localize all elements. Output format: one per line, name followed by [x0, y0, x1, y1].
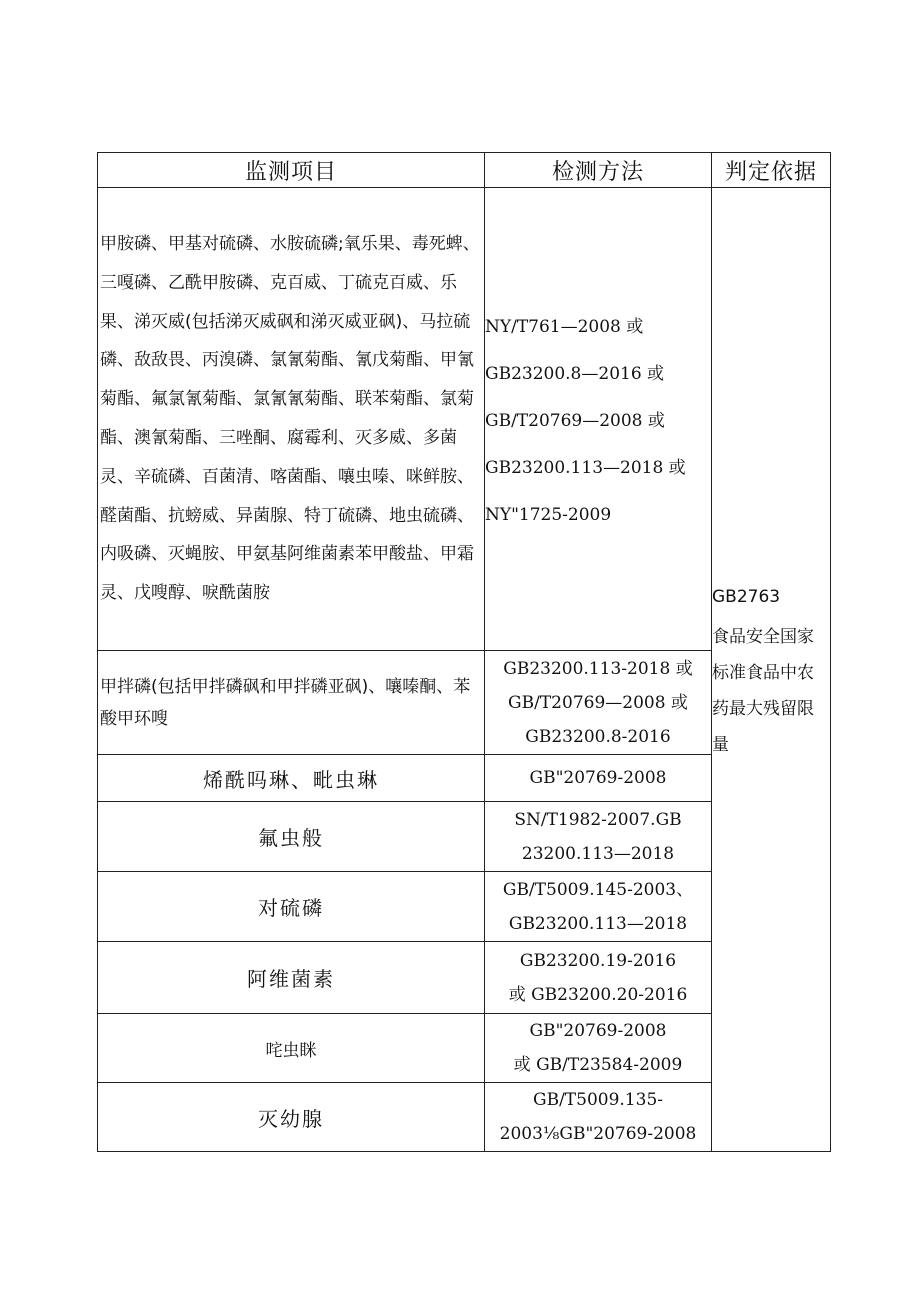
header-item: 监测项目 — [98, 153, 485, 188]
method-line: GB23200.8-2016 — [525, 726, 671, 747]
item-cell: 甲拌磷(包括甲拌磷砜和甲拌磷亚砜)、嚷嗪酮、苯酸甲环嗖 — [98, 651, 485, 755]
basis-code: GB2763 — [712, 587, 781, 607]
method-line: 或 GB/T23584-2009 — [513, 1055, 683, 1075]
method-line: GB/T20769—2008 或 — [485, 410, 665, 431]
item-cell: 灭幼腺 — [98, 1083, 485, 1152]
method-line: GB23200.8—2016 或 — [485, 363, 665, 384]
standards-table — [97, 152, 831, 1152]
method-line: 或 GB23200.20-2016 — [508, 984, 688, 1005]
method-line: NY"1725-2009 — [485, 504, 612, 525]
method-line: GB/T5009.135- — [533, 1090, 663, 1110]
method-cell — [485, 651, 712, 755]
method-line: 23200.113—2018 — [521, 843, 675, 864]
header-method: 检测方法 — [485, 153, 712, 188]
method-line: GB23200.19-2016 — [519, 950, 677, 971]
header-row — [98, 153, 831, 188]
item-cell: 咤虫眯 — [98, 1014, 485, 1083]
method-cell — [485, 872, 712, 942]
item-cell: 甲胺磷、甲基对硫磷、水胺硫磷;氧乐果、毒死蜱、三嘎磷、乙酰甲胺磷、克百威、丁硫克百威、乐果、涕灭威(包括涕灭威砜和涕灭威亚砜)、马拉硫磷、敌敌畏、丙溴磷、氯氰菊酯、氰戊菊酯、甲氰菊酯、氟氯氰菊酯、氯氰氰菊酯、联苯菊酯、氯菊酯、澳氰菊酯、三唑酮、腐霉利、灭多威、多菌灵、辛硫磷、百菌清、喀菌酯、嚷虫嗪、咪鲜胺、醛菌酯、抗螃威、异菌腺、特丁硫磷、地虫硫磷、内吸磷、灭蝇胺、甲氨基阿维菌素苯甲酸盐、甲霜灵、戊嗖醇、唳酰菌胺 — [98, 188, 485, 651]
method-line: 2003⅛GB"20769-2008 — [499, 1124, 697, 1144]
method-line: GB"20769-2008 — [529, 1021, 667, 1041]
table-row — [98, 188, 831, 651]
method-cell — [485, 1083, 712, 1152]
item-cell: 氟虫般 — [98, 802, 485, 872]
item-cell: 烯酰吗琳、毗虫琳 — [98, 755, 485, 802]
basis-cell — [712, 188, 831, 1152]
method-line: GB23200.113-2018 或 — [503, 658, 693, 679]
method-cell — [485, 942, 712, 1014]
method-line: GB23200.113—2018 或 — [485, 457, 686, 478]
method-line: GB"20769-2008 — [529, 768, 667, 788]
method-line: GB/T5009.145-2003、 — [502, 879, 694, 900]
method-line: SN/T1982-2007.GB — [514, 809, 682, 830]
method-cell — [485, 802, 712, 872]
header-basis: 判定依据 — [712, 153, 831, 188]
method-cell — [485, 755, 712, 802]
basis-text: 食品安全国家标准食品中农药最大残留限量 — [712, 627, 814, 755]
item-cell: 对硫磷 — [98, 872, 485, 942]
method-line: GB/T20769—2008 或 — [508, 692, 688, 713]
method-cell — [485, 1014, 712, 1083]
item-cell: 阿维菌素 — [98, 942, 485, 1014]
method-line: GB23200.113—2018 — [508, 913, 688, 934]
method-line: NY/T761—2008 或 — [485, 316, 644, 337]
method-cell — [485, 188, 712, 651]
